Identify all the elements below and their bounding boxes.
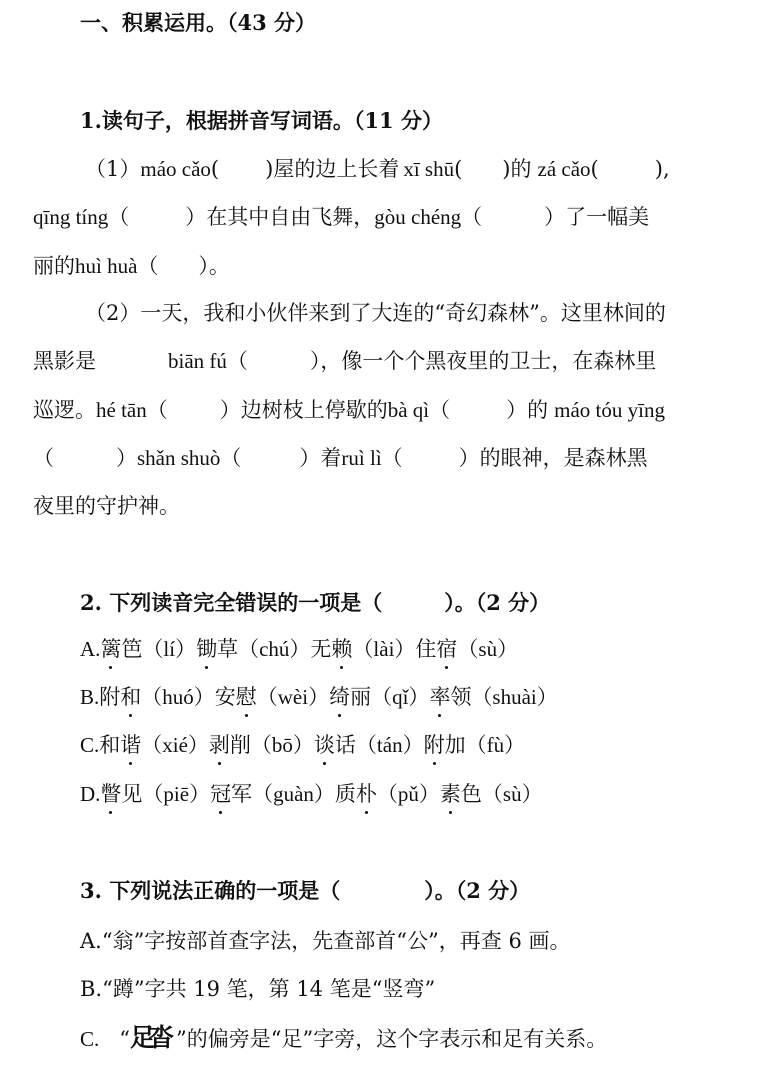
q1-p2-line3: 巡逻。hé tān（ ）边树枝上停歇的bà qì（ ）的 máo tóu yīng — [33, 398, 665, 422]
q1-p2-line4: （ ）shǎn shuò（ ）着ruì lì（ ）的眼神，是森林黑 — [33, 446, 648, 470]
q3-option-c[interactable]: C. “足沓 ”的偏旁是“足”字旁，这个字表示和足有关系。 — [80, 1023, 608, 1052]
q2-option-a[interactable]: A.篱笆（lí）锄草（chú）无赖（lài）住宿（sù） — [80, 637, 519, 661]
section-title: 一、积累运用。（43 分） — [80, 10, 317, 35]
q3-title: 3. 下列说法正确的一项是（ ）。（2 分） — [80, 878, 531, 903]
q2-option-c[interactable]: C.和谐（xié）剥削（bō）谈话（tán）附加（fù） — [80, 733, 526, 757]
q2-option-d[interactable]: D.瞥见（piē）冠军（guàn）质朴（pǔ）素色（sù） — [80, 782, 543, 806]
q1-p1-line2: qīng tíng（ ）在其中自由飞舞，gòu chéng（ ）了一幅美 — [33, 205, 650, 229]
q1-title: 1.读句子，根据拼音写词语。（11 分） — [80, 108, 443, 133]
q1-p2-line1: （2）一天，我和小伙伴来到了大连的“奇幻森林”。这里林间的 — [85, 301, 666, 325]
q3-option-b[interactable]: B.“蹲”字共 19 笔，第 14 笔是“竖弯” — [80, 977, 436, 1001]
q1-p1-line3: 丽的huì huà（ ）。 — [33, 254, 230, 278]
composite-character: 足沓 — [130, 1023, 169, 1052]
q3-option-a[interactable]: A.“翁”字按部首查字法，先查部首“公”，再查 6 画。 — [80, 929, 571, 953]
q2-title: 2. 下列读音完全错误的一项是（ ）。（2 分） — [80, 590, 551, 615]
q1-p2-line5: 夜里的守护神。 — [33, 494, 180, 518]
q2-option-b[interactable]: B.附和（huó）安慰（wèi）绮丽（qǐ）率领（shuài） — [80, 685, 558, 709]
q1-p2-line2: 黑影是 biān fú（ ），像一个个黑夜里的卫士，在森林里 — [33, 349, 657, 373]
q1-p1-line1: （1）máo cǎo( )屋的边上长着 xī shū( )的 zá cǎo( ), — [85, 157, 670, 181]
